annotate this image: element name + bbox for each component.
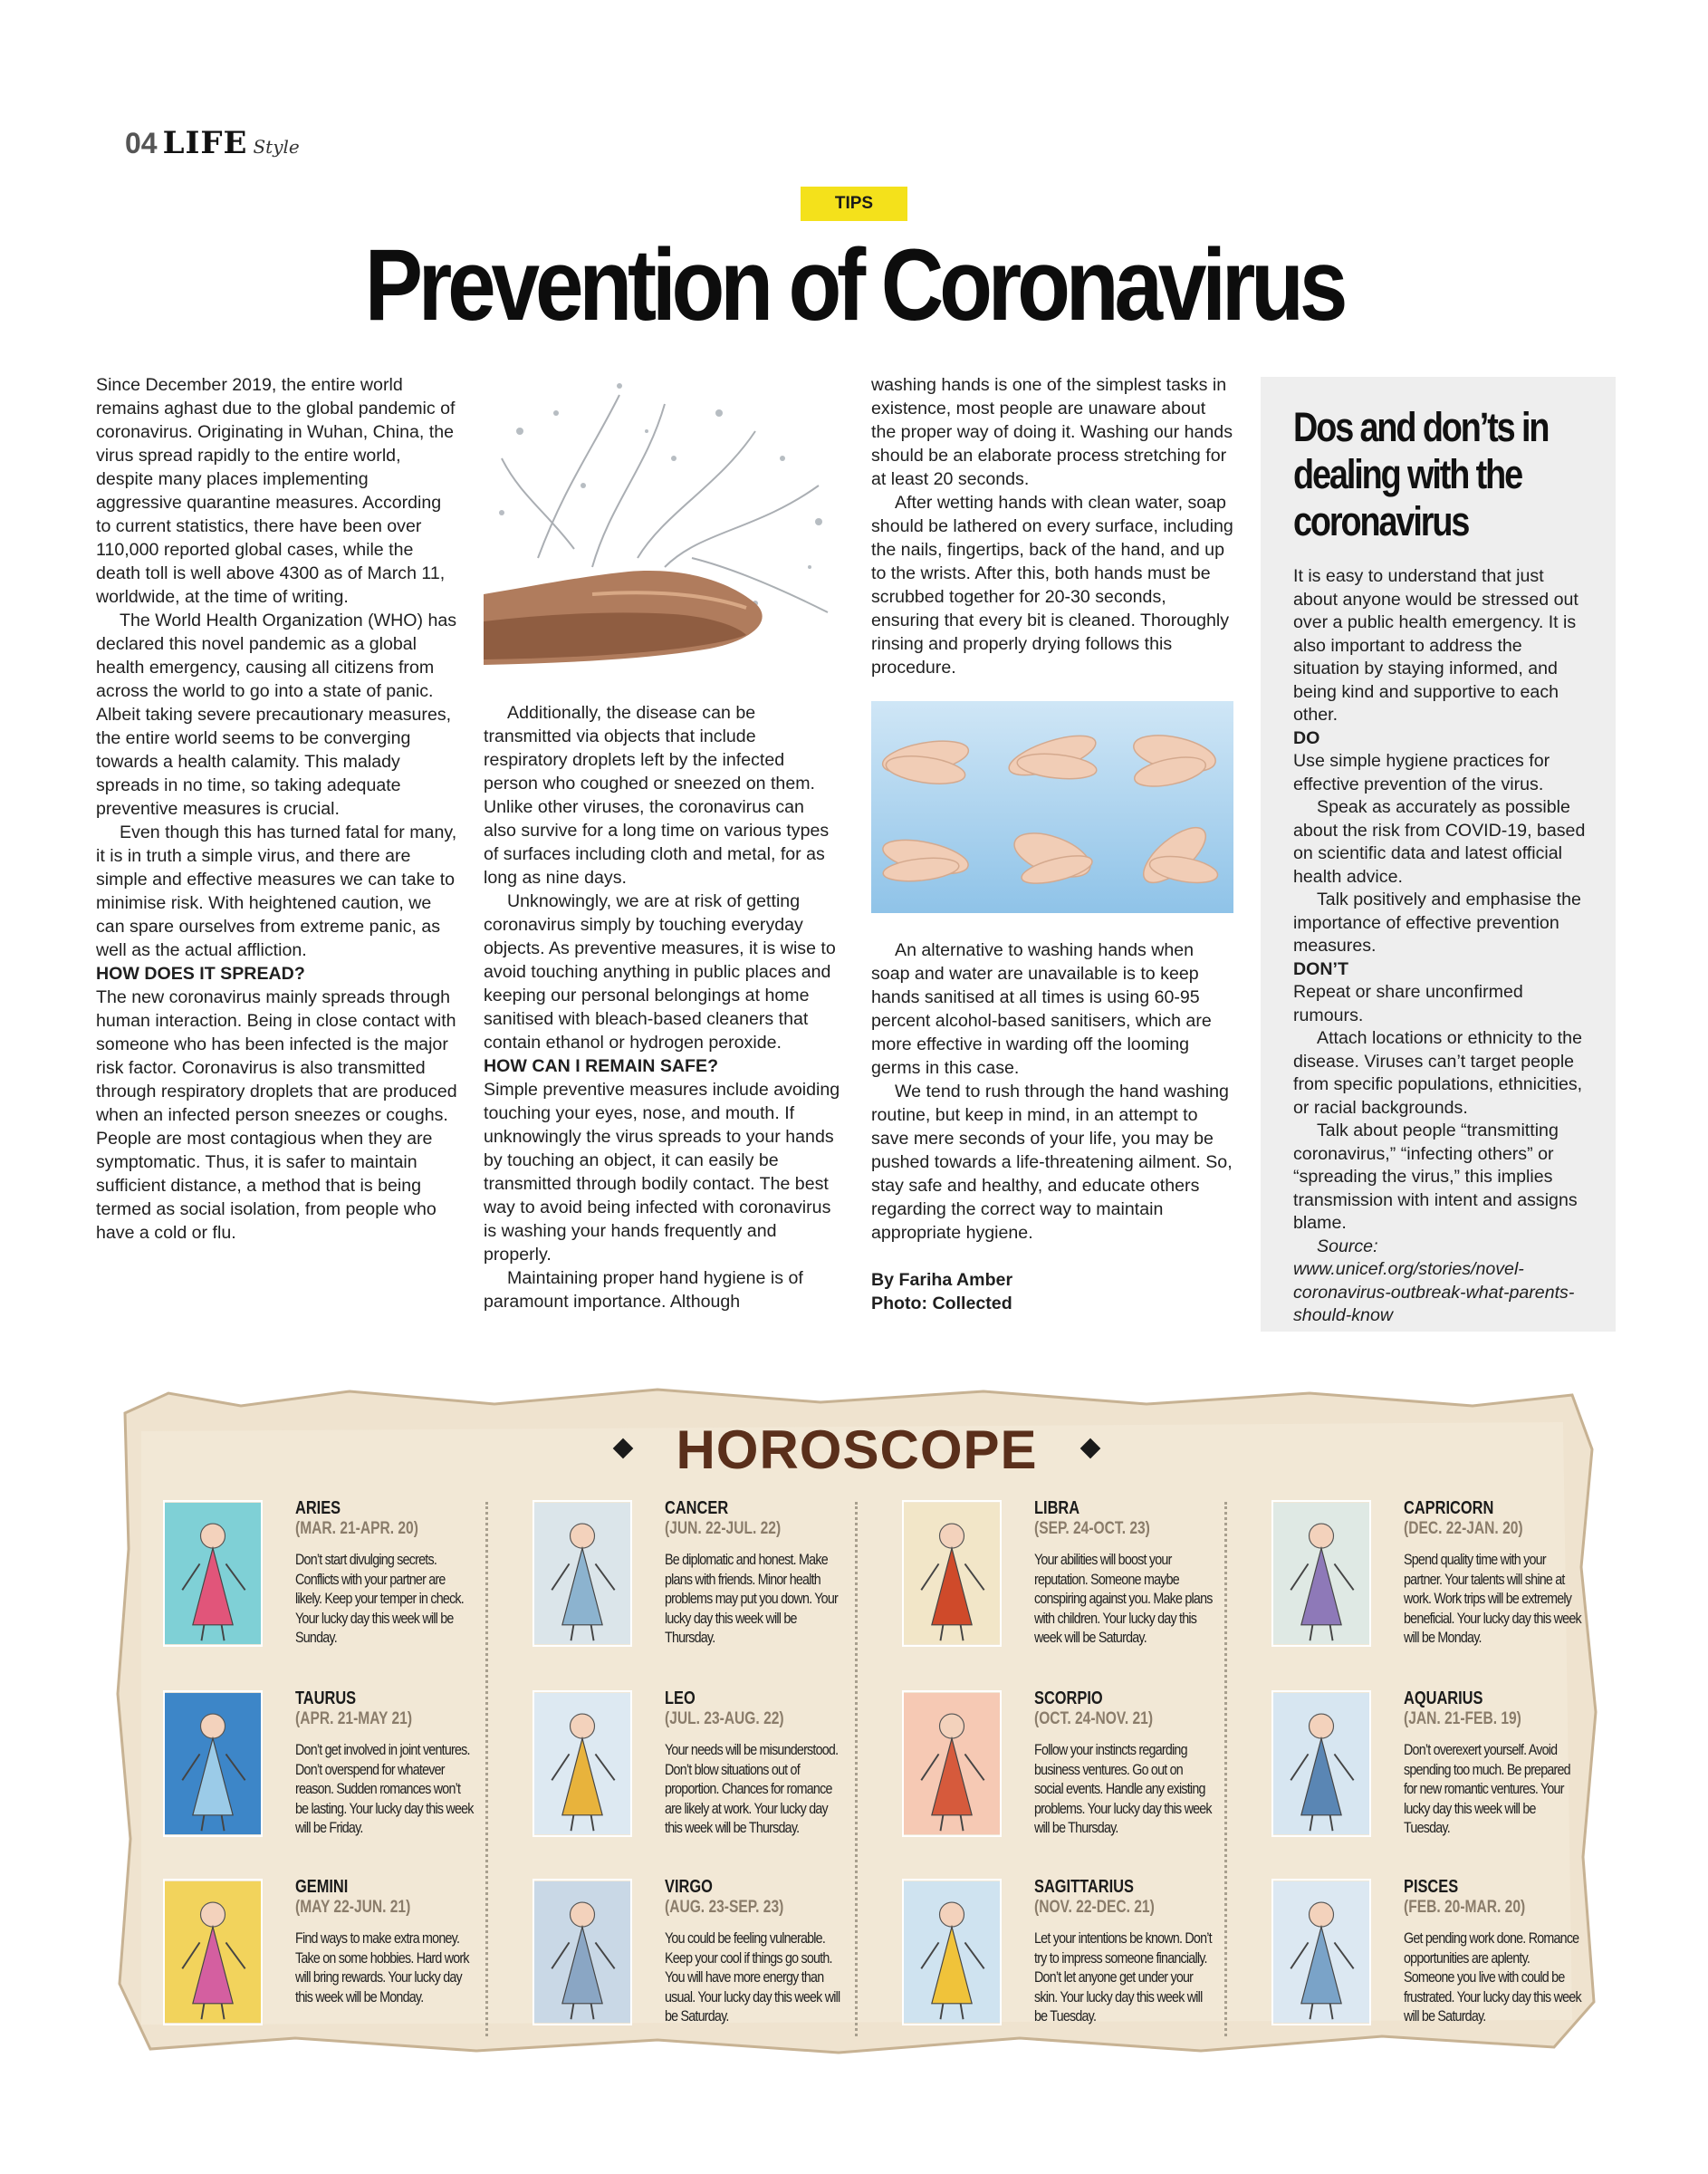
sign-dates: (MAR. 21-APR. 20) xyxy=(295,1519,418,1538)
paragraph: washing hands is one of the simplest tasks in existence, most people are unaware about the proper way of doing it. Washing our hands should be an elaborate process stretching for at least 20 seconds. xyxy=(871,375,1233,489)
source-link[interactable]: Source: www.unicef.org/stories/novel-coronavirus-outbreak-what-parents-should-know xyxy=(1293,1236,1575,1325)
byline: By Fariha Amber xyxy=(871,1270,1013,1290)
paragraph: We tend to rush through the hand washing routine, but keep in mind, in an attempt to save mere seconds of your life, you may be pushed towards a life-threatening ailment. So, stay safe and healthy, and educate others regarding the correct way to maintain appropriate hygiene. xyxy=(871,1082,1233,1243)
page-number: 04 xyxy=(125,127,158,159)
sign-name: GEMINI xyxy=(295,1877,349,1897)
horoscope-item-aries xyxy=(163,1500,489,1681)
masthead xyxy=(125,125,300,161)
sagittarius-illustration xyxy=(902,1879,1002,2025)
diamond-icon xyxy=(1079,1438,1100,1459)
hands-water-splash-image xyxy=(484,377,842,681)
sign-dates: (JUN. 22-JUL. 22) xyxy=(665,1519,782,1538)
paragraph: Simple preventive measures include avoiding touching your eyes, nose, and mouth. If unknowingly the virus spreads to your hands by touching an object, it can easily be transmitted through bodily contact. The best way to avoid being infected with coronavirus is washing your hands frequently and properly. xyxy=(484,1080,840,1265)
horoscope-item-virgo xyxy=(533,1879,859,2060)
sign-dates: (JUL. 23-AUG. 22) xyxy=(665,1709,784,1728)
horoscope-item-libra xyxy=(902,1500,1228,1681)
sign-name: SAGITTARIUS xyxy=(1034,1877,1134,1897)
do-item: Talk positively and emphasise the importance of effective prevention measures. xyxy=(1293,890,1581,956)
sign-dates: (SEP. 24-OCT. 23) xyxy=(1034,1519,1150,1538)
horoscope-title xyxy=(114,1419,1599,1481)
aries-illustration xyxy=(163,1500,263,1647)
sign-reading: Your abilities will boost your reputation. Someone maybe conspiring against you. Make plans with children. Your lucky day this week will be Saturday. xyxy=(1034,1551,1213,1646)
aquarius-illustration xyxy=(1271,1690,1371,1837)
paragraph: After wetting hands with clean water, soap should be lathered on every surface, including the nails, fingertips, back of the hand, and up to the wrists. After this, both hands must be scrubbed together for 20-30 seconds, ensuring that every bit is cleaned. Thoroughly rinsing and properly drying follows this procedure. xyxy=(871,493,1233,678)
article-column-3 xyxy=(871,373,1233,679)
sign-reading: You could be feeling vulnerable. Keep your cool if things go south. You will have more energy than usual. Your lucky day this week will be Saturday. xyxy=(665,1929,840,2025)
sign-reading: Your needs will be misunderstood. Don’t blow situations out of proportion. Chances for romance are likely at work. Your lucky day this week will be Thursday. xyxy=(665,1741,839,1836)
paragraph: Maintaining proper hand hygiene is of paramount importance. Although xyxy=(484,1268,803,1312)
section-tag: TIPS xyxy=(801,187,907,221)
sign-name: CANCER xyxy=(665,1498,729,1518)
horoscope-item-taurus xyxy=(163,1690,489,1871)
virgo-illustration xyxy=(533,1879,632,2025)
sign-reading: Find ways to make extra money. Take on some hobbies. Hard work will bring rewards. Your lucky day this week will be Monday. xyxy=(295,1929,469,2006)
horoscope-item-aquarius xyxy=(1271,1690,1598,1871)
subheading: HOW CAN I REMAIN SAFE? xyxy=(484,1056,719,1076)
page-title: Prevention of Coronavirus xyxy=(364,228,1344,341)
horoscope-item-leo xyxy=(533,1690,859,1871)
sign-reading: Don’t get involved in joint ventures. Don’t overspend for whatever reason. Sudden romances won’t be lasting. Your lucky day this week will be Friday. xyxy=(295,1741,474,1836)
paragraph: The new coronavirus mainly spreads through human interaction. Being in close contact with someone who has been infected is the major risk factor. Coronavirus is also transmitted through respiratory droplets that are produced when an infected person sneezes or coughs. People are most contagious when they are symptomatic. Thus, it is safer to maintain sufficient distance, a method that is being termed as social isolation, from people who have a cold or flu. xyxy=(96,987,457,1243)
cancer-illustration xyxy=(533,1500,632,1647)
sign-reading: Let your intentions be known. Don’t try to impress someone financially. Don’t let anyone get under your skin. Your lucky day this week will be Tuesday. xyxy=(1034,1929,1212,2025)
paragraph: Even though this has turned fatal for many, it is in truth a simple virus, and there are simple and effective measures we can take to minimise risk. With heightened caution, we can spare ourselves from extreme panic, as well as the actual affliction. xyxy=(96,822,457,960)
sign-reading: Follow your instincts regarding business ventures. Go out on social events. Handle any existing problems. Your lucky day this week will be Thursday. xyxy=(1034,1741,1212,1836)
magazine-logo-sub: Style xyxy=(253,136,300,158)
sign-reading: Spend quality time with your partner. Your talents will shine at work. Work trips will be extremely beneficial. Your lucky day this week will be Monday. xyxy=(1404,1551,1581,1646)
paragraph: An alternative to washing hands when soap and water are unavailable is to keep hands sanitised at all times is using 60-95 percent alcohol-based sanitisers, which are more effective in warding off the looming germs in this case. xyxy=(871,940,1212,1078)
taurus-illustration xyxy=(163,1690,263,1837)
paragraph: Since December 2019, the entire world remains aghast due to the global pandemic of coronavirus. Originating in Wuhan, China, the virus spread rapidly to the entire world, despite many places implementing aggressive quarantine measures. According to current statistics, there have been over 110,000 reported global cases, while the death toll is well above 4300 as of March 11, worldwide, at the time of writing. xyxy=(96,375,456,607)
hand-washing-steps-image xyxy=(871,701,1233,913)
diamond-icon xyxy=(613,1438,634,1459)
sign-name: ARIES xyxy=(295,1498,341,1518)
sign-reading: Don’t start divulging secrets. Conflicts with your partner are likely. Keep your temper in check. Your lucky day this week will be Sunday. xyxy=(295,1551,464,1646)
sign-dates: (MAY 22-JUN. 21) xyxy=(295,1898,411,1917)
libra-illustration xyxy=(902,1500,1002,1647)
sign-dates: (APR. 21-MAY 21) xyxy=(295,1709,413,1728)
article-column-1 xyxy=(96,373,458,1245)
gemini-illustration xyxy=(163,1879,263,2025)
sign-name: LIBRA xyxy=(1034,1498,1080,1518)
do-label: DO xyxy=(1293,727,1320,748)
horoscope-item-scorpio xyxy=(902,1690,1228,1871)
sign-reading: Get pending work done. Romance opportunities are aplenty. Someone you live with could be frustrated. Your lucky day this week will be Saturday. xyxy=(1404,1929,1581,2025)
horoscope-title-text: HOROSCOPE xyxy=(676,1419,1038,1480)
dont-item: Repeat or share unconfirmed rumours. xyxy=(1293,982,1523,1025)
sidebar-title: Dos and don’ts in dealing with the coronavirus xyxy=(1293,404,1549,544)
sign-name: VIRGO xyxy=(665,1877,713,1897)
horoscope-item-sagittarius xyxy=(902,1879,1228,2060)
sign-dates: (DEC. 22-JAN. 20) xyxy=(1404,1519,1523,1538)
horoscope-item-capricorn xyxy=(1271,1500,1598,1681)
sign-reading: Be diplomatic and honest. Make plans with friends. Minor health problems may put you down. Your lucky day this week will be Thursday. xyxy=(665,1551,838,1646)
do-item: Use simple hygiene practices for effective prevention of the virus. xyxy=(1293,751,1550,794)
sign-name: TAURUS xyxy=(295,1688,357,1708)
sign-reading: Don’t overexert yourself. Avoid spending too much. Be prepared for new romantic ventures. Your lucky day this week will be Tuesday. xyxy=(1404,1741,1570,1836)
sign-name: PISCES xyxy=(1404,1877,1459,1897)
horoscope-item-pisces xyxy=(1271,1879,1598,2060)
article-column-2 xyxy=(484,701,840,1313)
sign-name: AQUARIUS xyxy=(1404,1688,1483,1708)
photo-credit: Photo: Collected xyxy=(871,1294,1012,1313)
do-item: Speak as accurately as possible about the risk from COVID-19, based on scientific data and latest official health advice. xyxy=(1293,797,1586,887)
sign-dates: (NOV. 22-DEC. 21) xyxy=(1034,1898,1155,1917)
dont-item: Talk about people “transmitting coronavirus,” “infecting others” or “spreading the virus,” this implies transmission with intent and assigns blame. xyxy=(1293,1121,1578,1233)
paragraph: Unknowingly, we are at risk of getting coronavirus simply by touching everyday objects. As preventive measures, it is wise to avoid touching anything in public places and keeping our personal belongings at home sanitised with bleach-based cleaners that contain ethanol or hydrogen peroxide. xyxy=(484,891,836,1053)
sign-dates: (OCT. 24-NOV. 21) xyxy=(1034,1709,1154,1728)
subheading: HOW DOES IT SPREAD? xyxy=(96,964,305,984)
article-column-3-continued xyxy=(871,938,1233,1315)
leo-illustration xyxy=(533,1690,632,1837)
sign-dates: (FEB. 20-MAR. 20) xyxy=(1404,1898,1526,1917)
horoscope-item-cancer xyxy=(533,1500,859,1681)
sign-dates: (JAN. 21-FEB. 19) xyxy=(1404,1709,1521,1728)
sign-name: SCORPIO xyxy=(1034,1688,1103,1708)
horoscope-item-gemini xyxy=(163,1879,489,2060)
pisces-illustration xyxy=(1271,1879,1371,2025)
magazine-logo: LIFE xyxy=(162,125,248,161)
paragraph: Additionally, the disease can be transmitted via objects that include respiratory droplets left by the infected person who coughed or sneezed on them. Unlike other viruses, the coronavirus can also survive for a long time on various types of surfaces including cloth and metal, for as long as nine days. xyxy=(484,703,830,888)
sign-dates: (AUG. 23-SEP. 23) xyxy=(665,1898,784,1917)
dont-label: DON’T xyxy=(1293,958,1348,979)
scorpio-illustration xyxy=(902,1690,1002,1837)
dont-item: Attach locations or ethnicity to the disease. Viruses can’t target people from specific populations, ethnicities, or racial backgrounds. xyxy=(1293,1028,1583,1118)
sign-name: CAPRICORN xyxy=(1404,1498,1494,1518)
sidebar-intro: It is easy to understand that just about anyone would be stressed out over a public health emergency. It is also important to address the situation by staying informed, and being kind and supportive to each other. xyxy=(1293,566,1578,725)
capricorn-illustration xyxy=(1271,1500,1371,1647)
paragraph: The World Health Organization (WHO) has declared this novel pandemic as a global health emergency, causing all citizens from across the world to go into a state of panic. Albeit taking severe precautionary measures, the entire world seems to be converging towards a health calamity. This malady spreads in no time, so taking adequate preventive measures is crucial. xyxy=(96,611,457,819)
dos-and-donts-sidebar xyxy=(1261,377,1616,1332)
sign-name: LEO xyxy=(665,1688,696,1708)
